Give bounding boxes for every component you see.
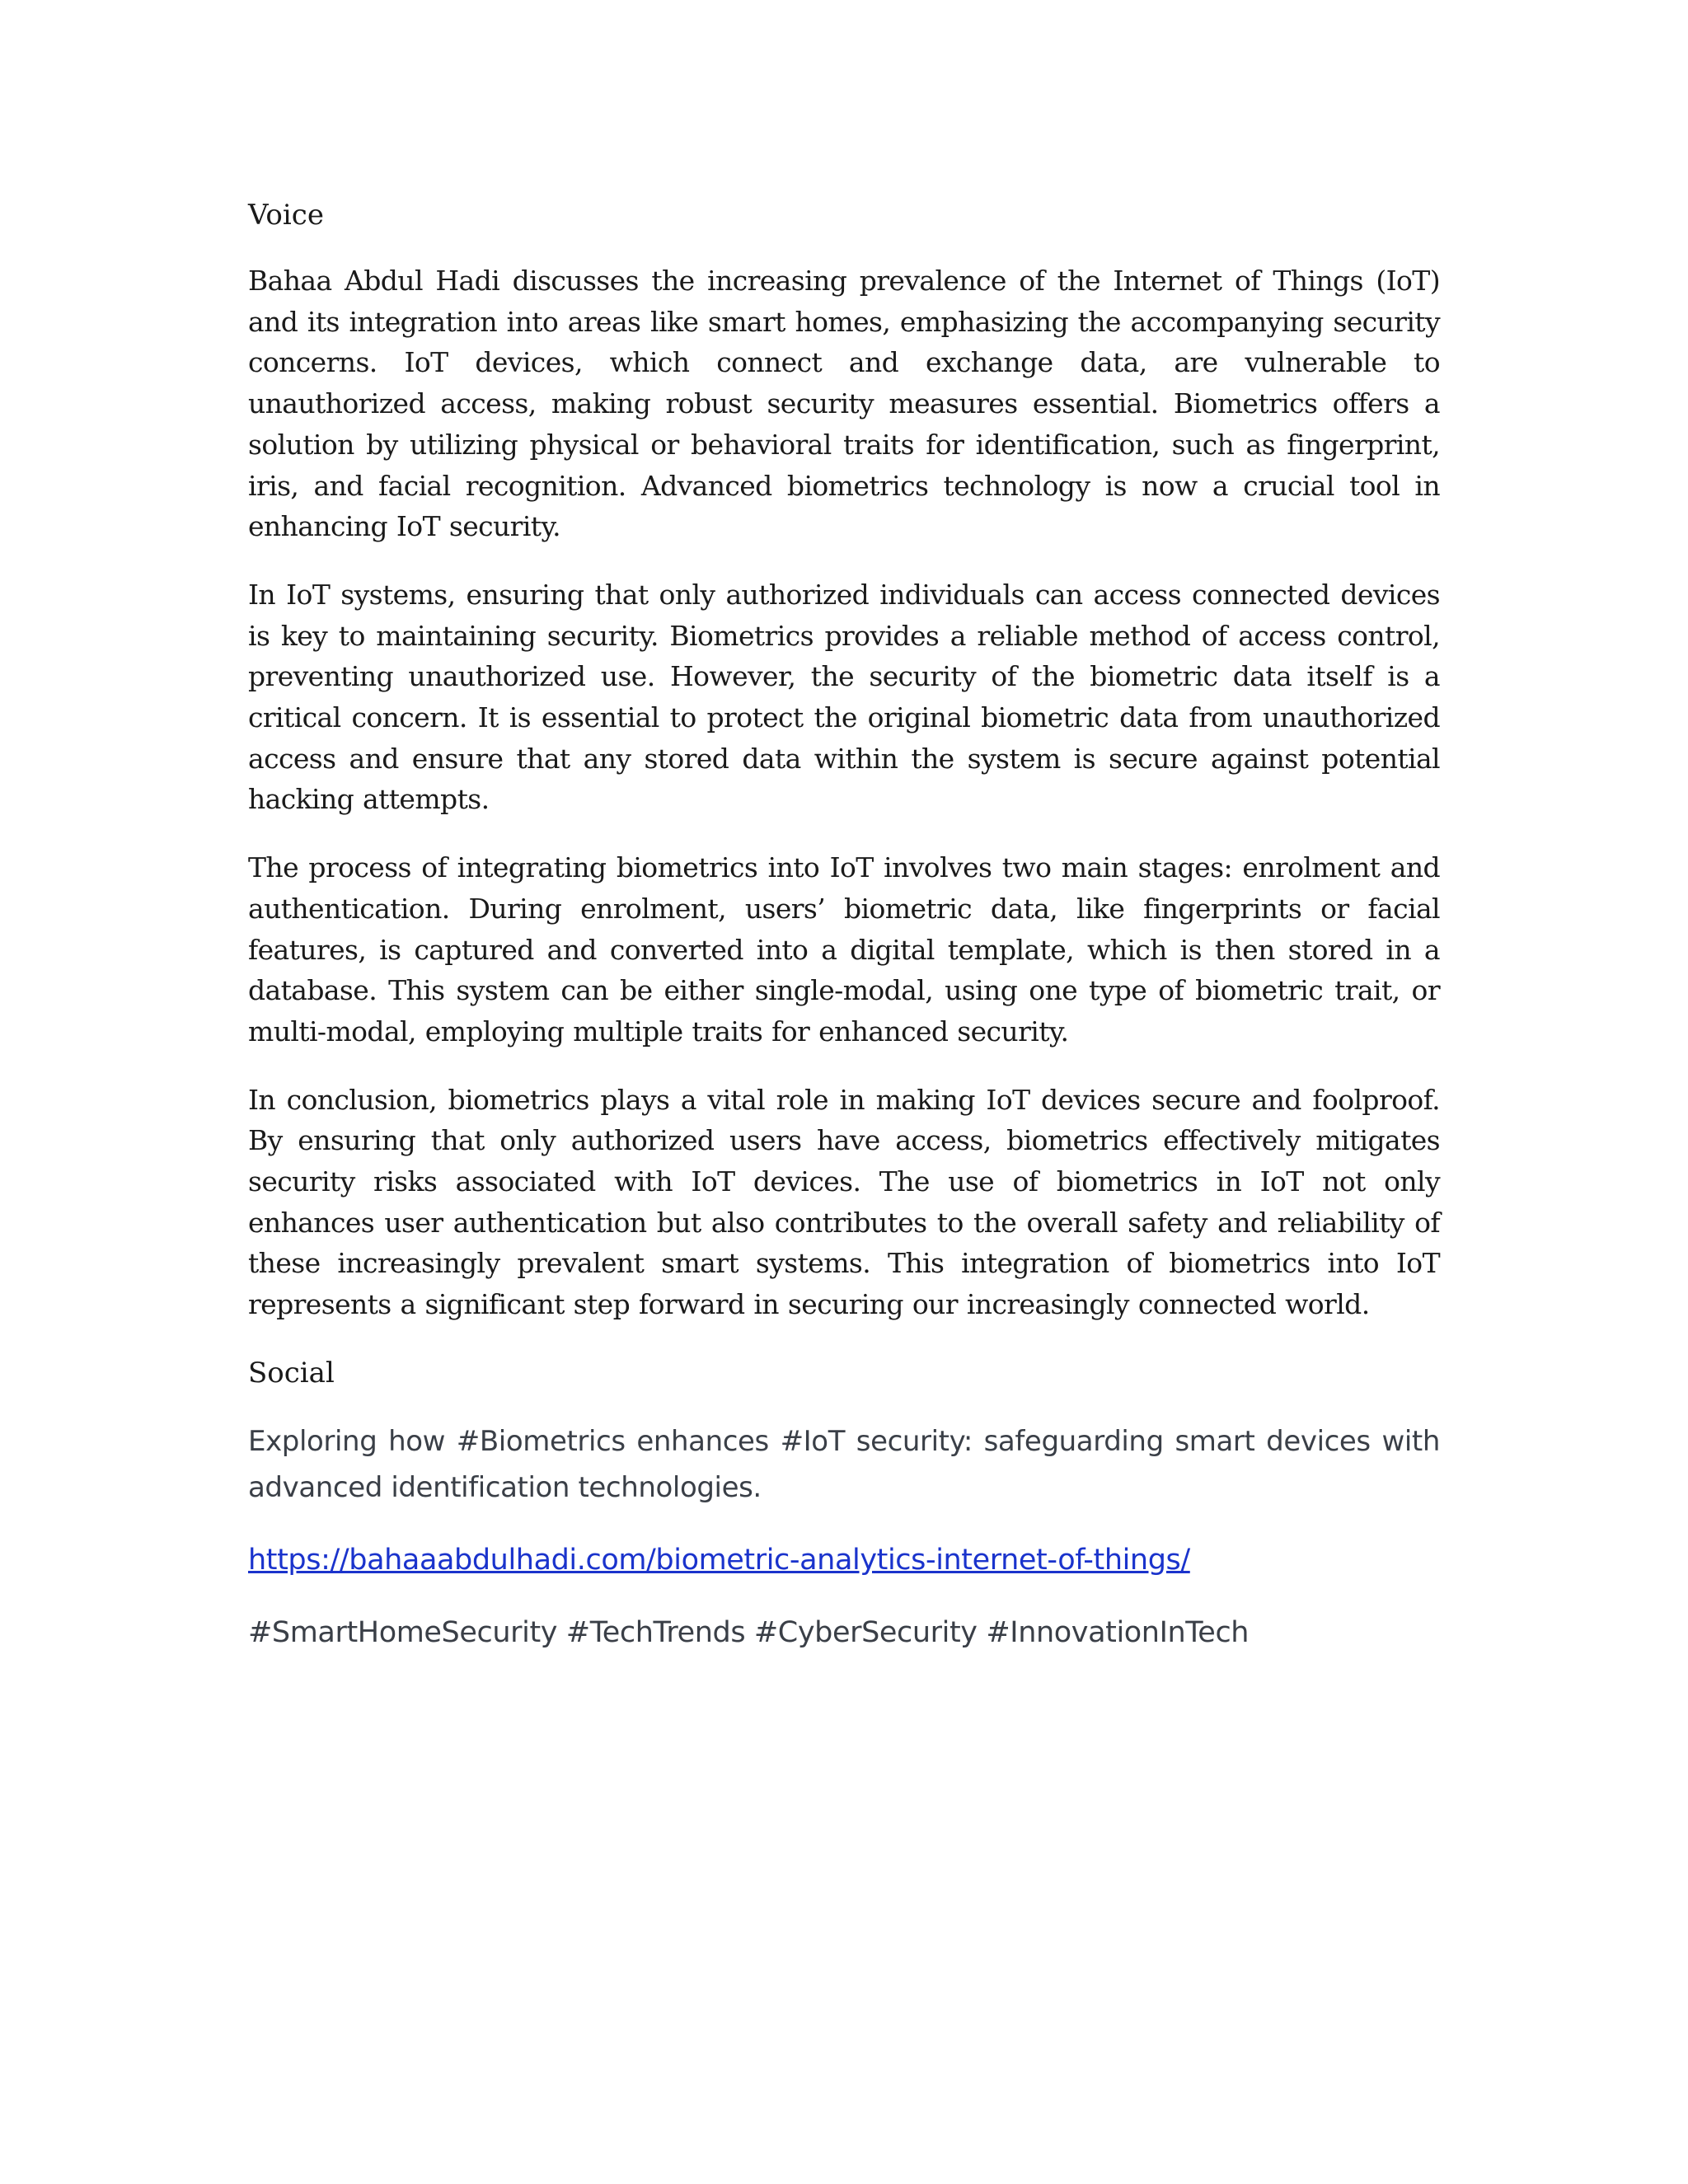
social-post-text: Exploring how #Biometrics enhances #IoT security: safeguarding smart devices with advanced identification technologies. (248, 1424, 1440, 1504)
voice-paragraph-3: The process of integrating biometrics into IoT involves two main stages: enrolment and authentication. During enrolment, users’ biometric data, like fingerprints or facial features, is captured and converted into a digital template, which is then stored in a database. This system can be either single-modal, using one type of biometric trait, or multi-modal, employing multiple traits for enhanced security. (248, 851, 1440, 1047)
voice-paragraph-4: In conclusion, biometrics plays a vital role in making IoT devices secure and foolproof. By ensuring that only authorized users have access, biometrics effectively mitigates security risks associated with IoT devices. The use of biometrics in IoT not only enhances user authentication but also contributes to the overall safety and reliability of these increasingly prevalent smart systems. This integration of biometrics into IoT represents a significant step forward in securing our increasingly connected world. (248, 1083, 1440, 1321)
social-heading: Social (248, 1356, 335, 1390)
voice-paragraph-1: Bahaa Abdul Hadi discusses the increasing prevalence of the Internet of Things (IoT) and its integration into areas like smart homes, emphasizing the accompanying security concerns. IoT devices, which connect and exchange data, are vulnerable to unauthorized access, making robust security measures essential. Biometrics offers a solution by utilizing physical or behavioral traits for identification, such as fingerprint, iris, and facial recognition. Advanced biometrics technology is now a crucial tool in enhancing IoT security. (248, 265, 1440, 543)
voice-paragraph-2: In IoT systems, ensuring that only authorized individuals can access connected devices is key to maintaining security. Biometrics provides a reliable method of access control, preventing unauthorized use. However, the security of the biometric data itself is a critical concern. It is essential to protect the original biometric data from unauthorized access and ensure that any stored data within the system is secure against potential hacking attempts. (248, 578, 1440, 816)
document-body (248, 194, 1440, 1656)
voice-heading: Voice (248, 199, 324, 232)
social-hashtags: #SmartHomeSecurity #TechTrends #CyberSecurity #InnovationInTech (248, 1615, 1250, 1649)
article-link[interactable]: https://bahaaabdulhadi.com/biometric-analytics-internet-of-things/ (248, 1543, 1190, 1577)
